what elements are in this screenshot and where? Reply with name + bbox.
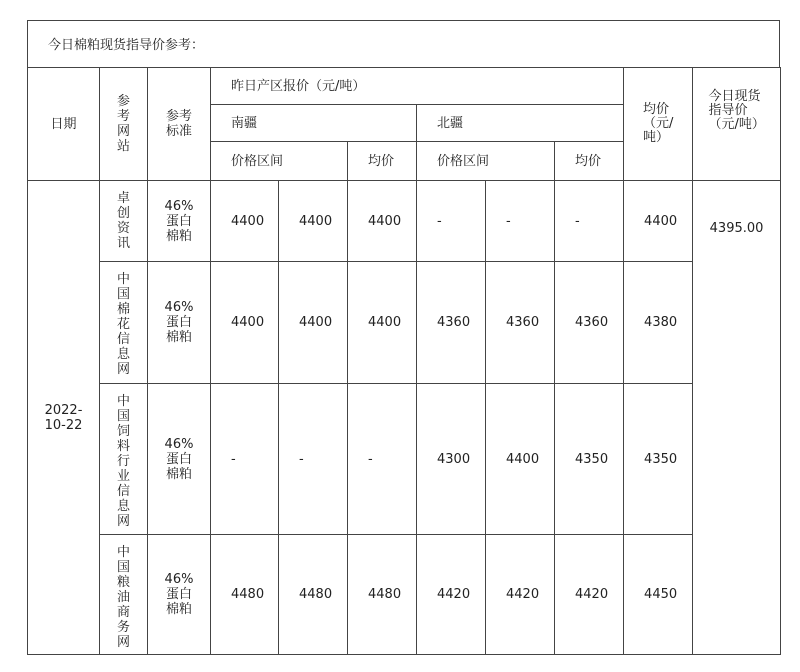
south-avg-cell: - <box>348 384 417 535</box>
south-high-cell: 4480 <box>279 535 348 655</box>
south-high-cell: - <box>279 384 348 535</box>
south-high-cell: 4400 <box>279 181 348 262</box>
table-row <box>28 535 781 655</box>
site-cell: 中国粮油商务网 <box>100 535 148 655</box>
south-avg-cell: 4400 <box>348 181 417 262</box>
header-south-avg: 均价 <box>348 142 417 181</box>
north-low-cell: 4360 <box>417 262 486 384</box>
standard-cell: 46%蛋白棉粕 <box>148 181 211 262</box>
header-south: 南疆 <box>211 105 417 142</box>
south-avg-cell: 4400 <box>348 262 417 384</box>
north-low-cell: 4300 <box>417 384 486 535</box>
site-cell: 卓创资讯 <box>100 181 148 262</box>
north-avg-cell: - <box>555 181 624 262</box>
header-date: 日期 <box>28 68 100 181</box>
header-site: 参考网站 <box>100 68 148 181</box>
south-low-cell: 4400 <box>211 262 279 384</box>
north-low-cell: - <box>417 181 486 262</box>
table-row <box>28 262 781 384</box>
south-avg-cell: 4480 <box>348 535 417 655</box>
south-high-cell: 4400 <box>279 262 348 384</box>
south-low-cell: 4480 <box>211 535 279 655</box>
standard-cell: 46%蛋白棉粕 <box>148 262 211 384</box>
north-low-cell: 4420 <box>417 535 486 655</box>
table-row <box>28 384 781 535</box>
date-cell: 2022-10-22 <box>28 181 100 655</box>
header-standard: 参考标准 <box>148 68 211 181</box>
north-avg-cell: 4420 <box>555 535 624 655</box>
north-avg-cell: 4360 <box>555 262 624 384</box>
guide-price-cell: 4395.00 <box>693 181 781 655</box>
site-cell: 中国棉花信息网 <box>100 262 148 384</box>
overall-avg-cell: 4380 <box>624 262 693 384</box>
north-high-cell: - <box>486 181 555 262</box>
south-low-cell: - <box>211 384 279 535</box>
document-title: 今日棉粕现货指导价参考： <box>27 20 780 67</box>
header-north: 北疆 <box>417 105 624 142</box>
header-north-avg: 均价 <box>555 142 624 181</box>
header-guide-price: 今日现货指导价（元/吨） <box>693 68 781 181</box>
header-yesterday-price: 昨日产区报价（元/吨） <box>211 68 624 105</box>
north-avg-cell: 4350 <box>555 384 624 535</box>
standard-cell: 46%蛋白棉粕 <box>148 384 211 535</box>
price-table <box>27 67 781 655</box>
south-low-cell: 4400 <box>211 181 279 262</box>
north-high-cell: 4400 <box>486 384 555 535</box>
north-high-cell: 4360 <box>486 262 555 384</box>
overall-avg-cell: 4350 <box>624 384 693 535</box>
site-cell: 中国饲料行业信息网 <box>100 384 148 535</box>
table-row <box>28 181 781 262</box>
overall-avg-cell: 4400 <box>624 181 693 262</box>
price-guide-document <box>27 20 780 655</box>
header-north-range: 价格区间 <box>417 142 555 181</box>
standard-cell: 46%蛋白棉粕 <box>148 535 211 655</box>
header-overall-avg: 均价（元/吨） <box>624 68 693 181</box>
north-high-cell: 4420 <box>486 535 555 655</box>
overall-avg-cell: 4450 <box>624 535 693 655</box>
header-south-range: 价格区间 <box>211 142 348 181</box>
